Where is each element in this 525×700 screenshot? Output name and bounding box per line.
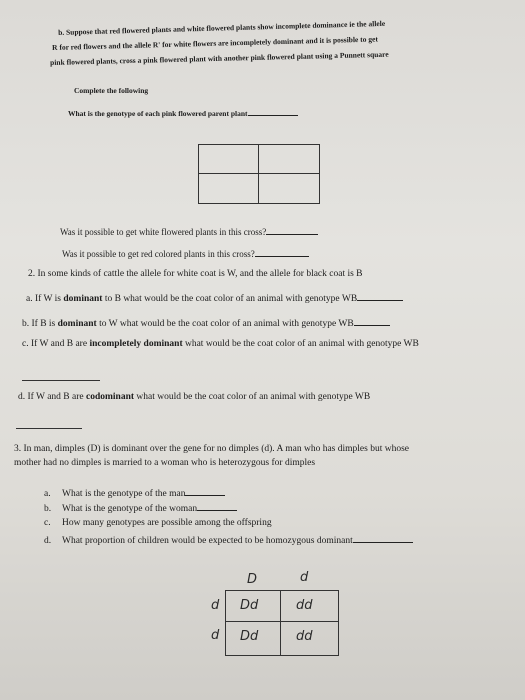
punnett-cell: dd <box>296 598 313 613</box>
q3-item-d <box>44 534 413 547</box>
question-white-possible <box>60 226 318 238</box>
punnett-square-filled <box>225 590 339 656</box>
grid-divider <box>199 173 319 174</box>
q2-c-pre: c. If W and B are <box>22 339 90 349</box>
q2-a-post: to B what would be the coat color of an animal with genotype WB <box>102 294 358 304</box>
punnett-side-allele-1: d <box>211 598 220 613</box>
complete-heading: Complete the following <box>74 86 149 95</box>
answer-blank[interactable] <box>248 107 298 116</box>
q2-d-bold: codominant <box>85 392 135 402</box>
q3-item-a-text: What is the genotype of the man <box>62 489 186 499</box>
answer-blank[interactable] <box>197 502 237 511</box>
q3-item-d-marker: d. <box>44 536 52 546</box>
q3-item-d-text: What proportion of children would be expected to be homozygous dominant <box>62 536 353 546</box>
q3-item-b-marker: b. <box>44 504 52 514</box>
q2-d-post: what would be the coat color of an animal with genotype WB <box>134 392 371 402</box>
grid-divider <box>258 145 259 203</box>
punnett-square-empty <box>198 144 320 204</box>
answer-blank[interactable] <box>354 317 390 326</box>
answer-blank[interactable] <box>353 534 413 543</box>
punnett-cell: dd <box>296 629 313 644</box>
answer-line-c[interactable] <box>22 380 100 381</box>
punnett-top-allele-1: D <box>247 572 258 587</box>
question-red-possible-text: Was it possible to get red colored plants in this cross? <box>62 249 255 259</box>
q3-line-1: 3. In man, dimples (D) is dominant over the gene for no dimples (d). A man who has dimples but whose <box>14 444 409 454</box>
q2-b-post: to W what would be the coat color of an animal with genotype WB <box>96 319 354 329</box>
q3-item-a <box>44 487 225 500</box>
answer-blank[interactable] <box>255 248 309 257</box>
q2-b-bold: dominant <box>57 319 97 329</box>
intro-line-3: pink flowered plants, cross a pink flowered plant with another pink flowered plant using a Punnett square <box>50 49 389 67</box>
answer-blank[interactable] <box>185 487 225 496</box>
q2-d-pre: d. If W and B are <box>18 392 86 402</box>
grid-divider <box>280 591 281 655</box>
q2-c-bold: incompletely dominant <box>89 339 183 349</box>
q2-c <box>22 339 419 350</box>
q2-a <box>26 292 403 305</box>
intro-line-1: b. Suppose that red flowered plants and white flowered plants show incomplete dominance ie the allele <box>58 18 386 37</box>
q3-item-c-marker: c. <box>44 518 51 528</box>
q3-item-b <box>44 502 237 515</box>
q3-line-2: mother had no dimples is married to a woman who is heterozygous for dimples <box>14 458 316 468</box>
q2-c-post: what would be the coat color of an animal with genotype WB <box>182 339 419 349</box>
answer-blank[interactable] <box>266 226 318 235</box>
intro-line-2: R for red flowers and the allele R' for white flowers are incompletely dominant and it is possible to get <box>52 34 379 52</box>
question-parent-genotype-text: What is the genotype of each pink flowered parent plant <box>68 109 248 118</box>
answer-line-d[interactable] <box>16 428 82 429</box>
q3-item-c-text: How many genotypes are possible among the offspring <box>62 518 272 528</box>
q3-item-a-marker: a. <box>44 489 51 499</box>
punnett-cell: Dd <box>240 629 259 644</box>
question-parent-genotype <box>68 107 298 118</box>
q2-a-pre: a. If W is <box>26 294 64 304</box>
answer-blank[interactable] <box>357 292 403 301</box>
q2-b <box>22 317 390 330</box>
question-red-possible <box>62 248 309 260</box>
q2-d <box>18 392 370 403</box>
question-white-possible-text: Was it possible to get white flowered plants in this cross? <box>60 227 267 237</box>
q2-intro: 2. In some kinds of cattle the allele for white coat is W, and the allele for black coat is B <box>28 269 363 279</box>
punnett-side-allele-2: d <box>211 628 220 643</box>
q3-item-b-text: What is the genotype of the woman <box>62 504 198 514</box>
punnett-top-allele-2: d <box>300 570 309 585</box>
q3-item-c <box>44 518 272 529</box>
punnett-cell: Dd <box>240 598 259 613</box>
q2-a-bold: dominant <box>63 294 103 304</box>
q2-b-pre: b. If B is <box>22 319 58 329</box>
grid-divider <box>226 621 338 622</box>
